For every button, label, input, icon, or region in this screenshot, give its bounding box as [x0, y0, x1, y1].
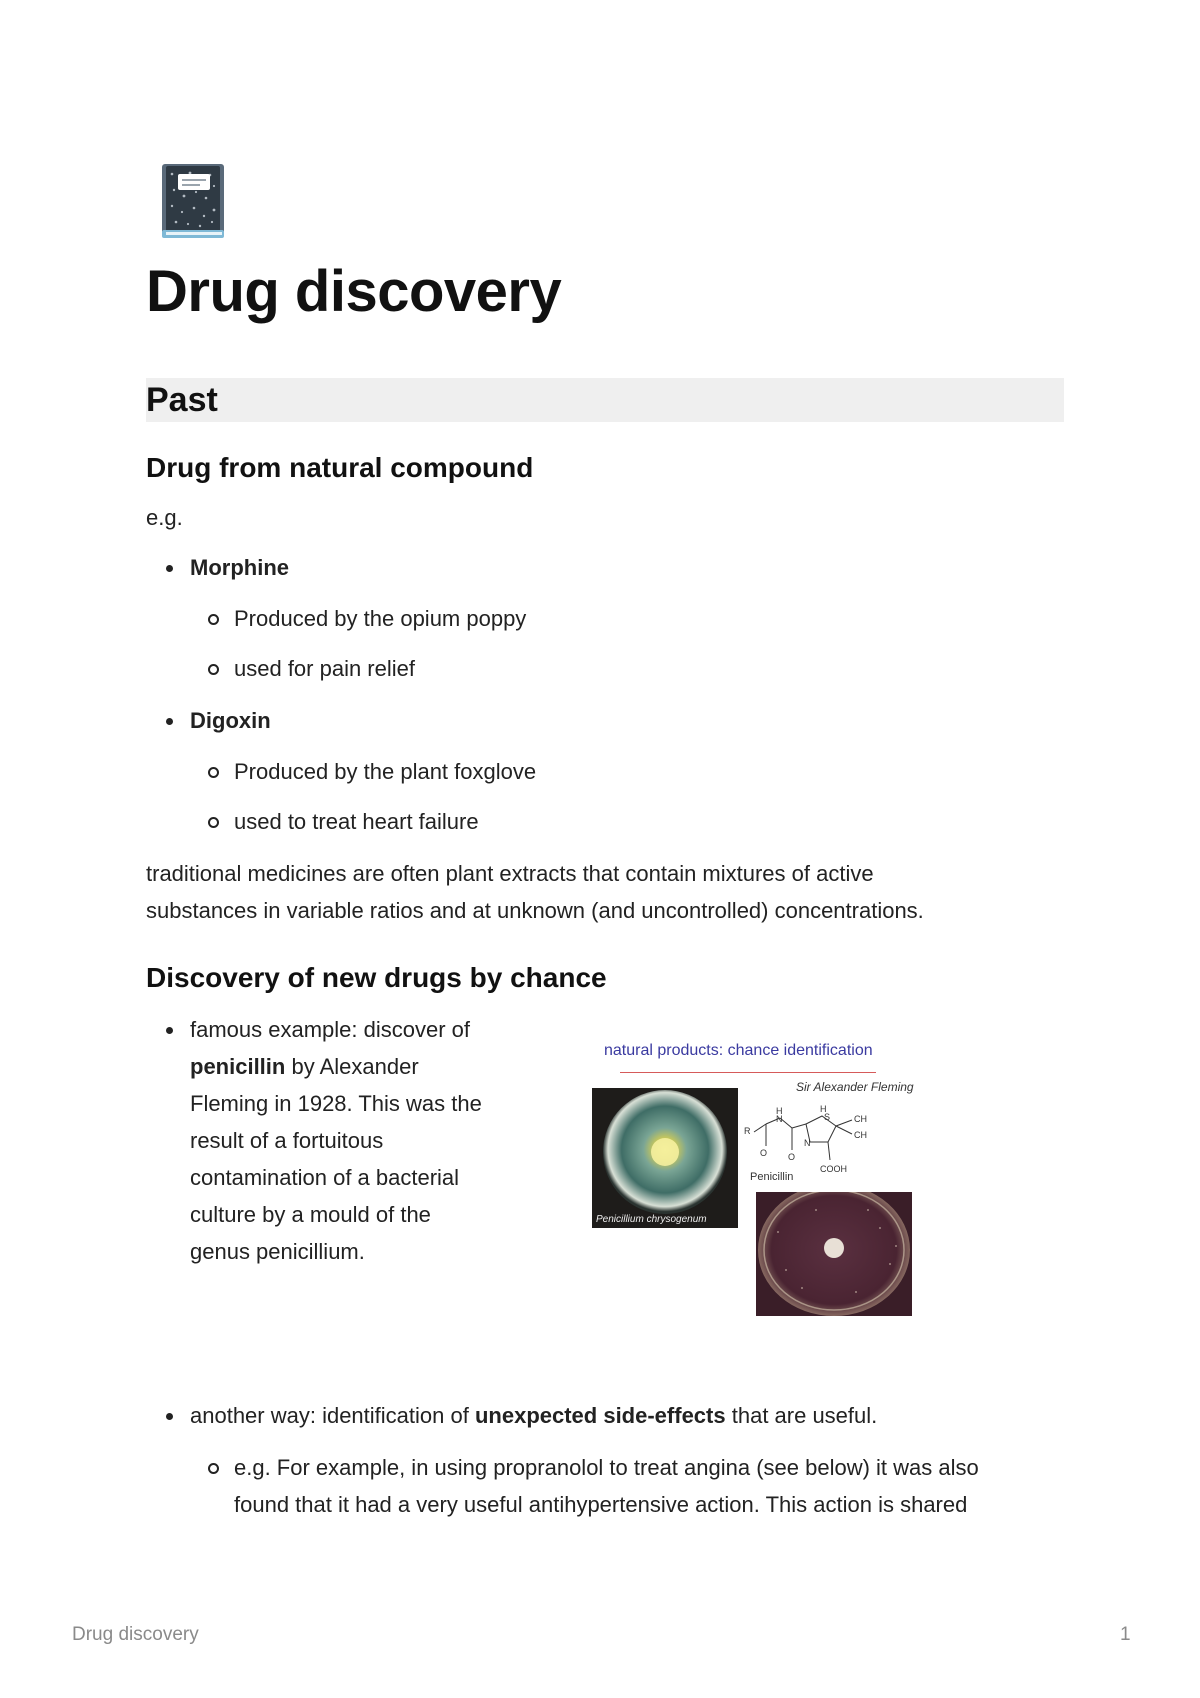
- list-subitem-text: used to treat heart failure: [234, 809, 479, 834]
- list-item: [190, 550, 289, 586]
- section-heading-text: Past: [146, 381, 218, 419]
- list-item: [190, 1012, 470, 1048]
- list-subitem-text: Produced by the opium poppy: [234, 606, 527, 631]
- structure-label: Penicillin: [750, 1171, 794, 1183]
- list-item: [190, 703, 271, 739]
- list-item-continued: contamination of a bacterial: [190, 1165, 460, 1190]
- list-item-continued: Fleming in 1928. This was the: [190, 1091, 482, 1116]
- list-item-continued: [190, 1049, 419, 1085]
- list-subitem: [234, 1450, 979, 1486]
- svg-text:R: R: [744, 1126, 751, 1136]
- mould-culture-image: [592, 1088, 738, 1228]
- subheading-natural-compound: Drug from natural compound: [146, 452, 534, 483]
- emphasis-text: penicillin: [190, 1054, 286, 1079]
- svg-text:H: H: [776, 1106, 783, 1116]
- list-subitem: [234, 804, 479, 840]
- hollow-bullet-icon: [208, 614, 219, 625]
- figure-credit: Sir Alexander Fleming: [796, 1080, 914, 1094]
- list-subitem: [234, 651, 415, 687]
- list-item-continued: genus penicillium.: [190, 1239, 365, 1264]
- subheading-discovery-by-chance: Discovery of new drugs by chance: [146, 962, 607, 993]
- hollow-bullet-icon: [208, 664, 219, 675]
- list-item-text: another way: identification of: [190, 1403, 469, 1428]
- figure-rule: [620, 1072, 876, 1073]
- list-item: [190, 1398, 877, 1434]
- svg-text:H: H: [820, 1104, 827, 1114]
- petri-dish-image: [756, 1192, 912, 1316]
- svg-text:CH: CH: [854, 1114, 867, 1124]
- list-item-text: by Alexander: [291, 1054, 419, 1079]
- list-item-continued: culture by a mould of the: [190, 1202, 431, 1227]
- list-subitem: [234, 601, 526, 637]
- list-item-label: Digoxin: [190, 708, 271, 733]
- list-subitem-text: e.g. For example, in using propranolol to treat angina (see below) it was also: [234, 1455, 979, 1480]
- mould-caption: Penicillium chrysogenum: [596, 1214, 707, 1225]
- list-item-continued: result of a fortuitous: [190, 1128, 384, 1153]
- svg-text:N: N: [804, 1138, 811, 1148]
- list-subitem-text: Produced by the plant foxglove: [234, 759, 537, 784]
- svg-text:S: S: [824, 1112, 831, 1122]
- bullet-icon: [166, 565, 173, 572]
- emphasis-text: unexpected side-effects: [474, 1403, 726, 1428]
- hollow-bullet-icon: [208, 1463, 219, 1474]
- figure-title: natural products: chance identification: [604, 1042, 873, 1059]
- hollow-bullet-icon: [208, 767, 219, 778]
- svg-text:CH: CH: [854, 1130, 867, 1140]
- bullet-icon: [166, 718, 173, 725]
- paragraph-line: traditional medicines are often plant extracts that contain mixtures of active: [146, 861, 874, 886]
- svg-text:O: O: [788, 1152, 796, 1162]
- notebook-icon: [156, 160, 228, 240]
- list-item-text: famous example: discover of: [190, 1017, 471, 1042]
- list-subitem: [234, 754, 536, 790]
- bullet-icon: [166, 1027, 173, 1034]
- svg-text:O: O: [760, 1148, 768, 1158]
- intro-text: e.g.: [146, 505, 183, 530]
- structure-group-label: COOH: [820, 1164, 847, 1174]
- page-title: Drug discovery: [146, 259, 562, 324]
- bullet-icon: [166, 1413, 173, 1420]
- page-number: 1: [1120, 1624, 1131, 1645]
- footer-title: Drug discovery: [72, 1624, 199, 1645]
- list-subitem-continued: found that it had a very useful antihypertensive action. This action is shared: [234, 1492, 968, 1517]
- list-subitem-text: used for pain relief: [234, 656, 415, 681]
- penicillin-structure-diagram: [740, 1104, 910, 1188]
- hollow-bullet-icon: [208, 817, 219, 828]
- penicillin-figure: [590, 1036, 930, 1316]
- paragraph-line: substances in variable ratios and at unknown (and uncontrolled) concentrations.: [146, 898, 924, 923]
- list-item-label: Morphine: [190, 555, 289, 580]
- section-heading-past: [146, 378, 1064, 422]
- list-item-text: that are useful.: [731, 1403, 878, 1428]
- svg-text:N: N: [776, 1114, 783, 1124]
